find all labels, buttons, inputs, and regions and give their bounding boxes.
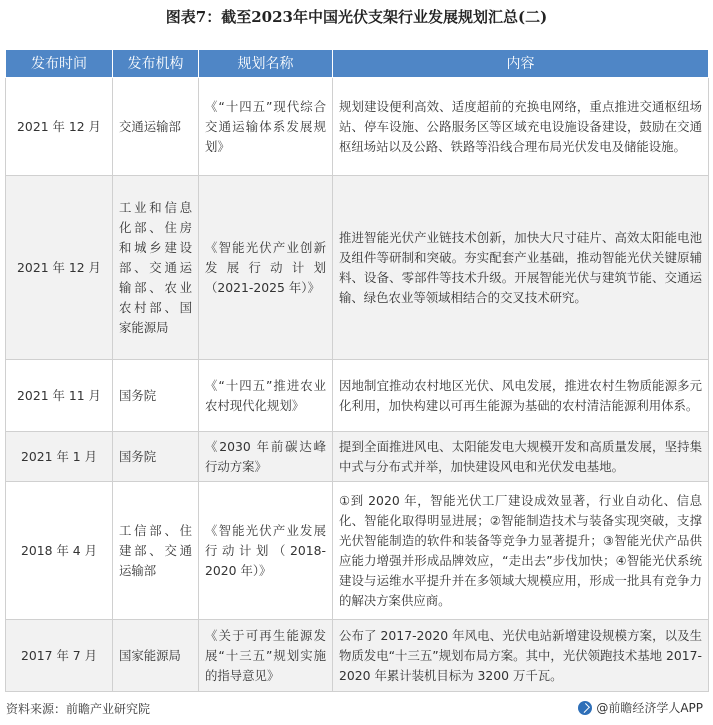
cell-date: 2021 年 1 月 — [6, 432, 113, 482]
cell-org: 交通运输部 — [113, 78, 199, 176]
check-circle-icon — [578, 701, 592, 715]
cell-org: 国务院 — [113, 360, 199, 432]
cell-org: 工信部、住建部、交通运输部 — [113, 482, 199, 620]
cell-date: 2017 年 7 月 — [6, 620, 113, 692]
table-row — [6, 176, 709, 360]
brand-footer — [578, 699, 703, 716]
table-row — [6, 78, 709, 176]
cell-org: 工业和信息化部、住房和城乡建设部、交通运输部、农业农村部、国家能源局 — [113, 176, 199, 360]
policy-table — [5, 49, 709, 692]
cell-content: 因地制宜推动农村地区光伏、风电发展，推进农村生物质能源多元化利用，加快构建以可再生能源为基础的农村清洁能源利用体系。 — [333, 360, 709, 432]
cell-date: 2021 年 11 月 — [6, 360, 113, 432]
table-row — [6, 620, 709, 692]
header-plan: 规划名称 — [199, 50, 333, 78]
cell-content: 提到全面推进风电、太阳能发电大规模开发和高质量发展，坚持集中式与分布式并举，加快建设风电和光伏发电基地。 — [333, 432, 709, 482]
header-date: 发布时间 — [6, 50, 113, 78]
cell-content: 公布了 2017-2020 年风电、光伏电站新增建设规模方案，以及生物质发电“十三五”规划布局方案。其中，光伏领跑技术基地 2017-2020 年累计装机目标为 3200 万千瓦。 — [333, 620, 709, 692]
page-title: 图表7：截至2023年中国光伏支架行业发展规划汇总(二) — [165, 8, 548, 26]
header-org: 发布机构 — [113, 50, 199, 78]
cell-org: 国务院 — [113, 432, 199, 482]
cell-plan: 《“十四五”现代综合交通运输体系发展规划》 — [199, 78, 333, 176]
cell-content: 推进智能光伏产业链技术创新，加快大尺寸硅片、高效太阳能电池及组件等研制和突破。夯实配套产业基础，推动智能光伏关键原辅料、设备、零部件等技术升级。开展智能光伏与建筑节能、交通运输、绿色农业等领域相结合的交叉技术研究。 — [333, 176, 709, 360]
cell-content: 规划建设便利高效、适度超前的充换电网络，重点推进交通枢纽场站、停车设施、公路服务区等区域充电设施设备建设，鼓励在交通枢纽场站以及公路、铁路等沿线合理布局光伏发电及储能设施。 — [333, 78, 709, 176]
table-row — [6, 482, 709, 620]
cell-content: ①到 2020 年，智能光伏工厂建设成效显著，行业自动化、信息化、智能化取得明显进展；②智能制造技术与装备实现突破，支撑光伏智能制造的软件和装备等竞争力显著提升；③智能光伏产品供应能力增强并形成品牌效应，“走出去”步伐加快；④智能光伏系统建设与运维水平提升并在多领域大规模应用，形成一批具有竞争力的解决方案供应商。 — [333, 482, 709, 620]
table-row — [6, 360, 709, 432]
table-header-row — [6, 50, 709, 78]
cell-plan: 《智能光伏产业创新发展行动计划（2021-2025 年）》 — [199, 176, 333, 360]
cell-plan: 《关于可再生能源发展“十三五”规划实施的指导意见》 — [199, 620, 333, 692]
cell-plan: 《2030 年前碳达峰行动方案》 — [199, 432, 333, 482]
source-note: 资料来源：前瞻产业研究院 — [6, 702, 151, 716]
cell-date: 2021 年 12 月 — [6, 176, 113, 360]
header-content: 内容 — [333, 50, 709, 78]
cell-org: 国家能源局 — [113, 620, 199, 692]
cell-date: 2018 年 4 月 — [6, 482, 113, 620]
brand-text: @前瞻经济学人APP — [596, 701, 703, 715]
cell-date: 2021 年 12 月 — [6, 78, 113, 176]
cell-plan: 《“十四五”推进农业农村现代化规划》 — [199, 360, 333, 432]
cell-plan: 《智能光伏产业发展行动计划（2018-2020 年）》 — [199, 482, 333, 620]
table-row — [6, 432, 709, 482]
